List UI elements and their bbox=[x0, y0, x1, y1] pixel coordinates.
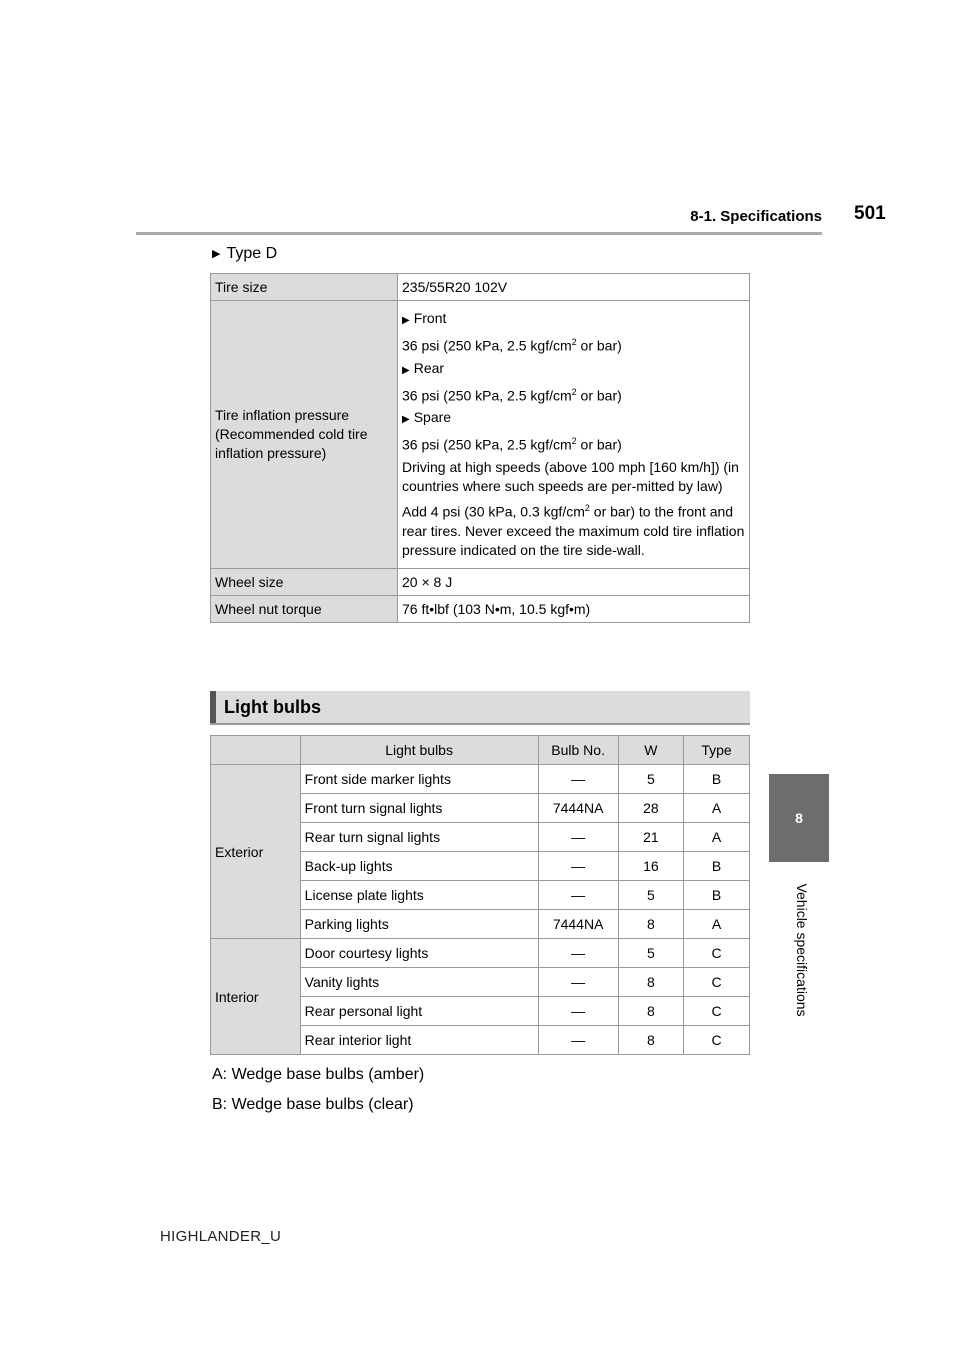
superscript: 2 bbox=[571, 337, 577, 347]
bulb-name: Door courtesy lights bbox=[300, 939, 538, 968]
bulb-wattage: 5 bbox=[618, 881, 683, 910]
bulb-name: Rear turn signal lights bbox=[300, 823, 538, 852]
table-row bbox=[211, 301, 750, 569]
bulb-name: Rear personal light bbox=[300, 997, 538, 1026]
bulb-type: C bbox=[684, 939, 750, 968]
bulb-type: A bbox=[684, 794, 750, 823]
wheel-size-value: 20 × 8 J bbox=[398, 568, 750, 595]
bulb-wattage: 8 bbox=[618, 968, 683, 997]
add-pressure-note: Add 4 psi (30 kPa, 0.3 kgf/cm bbox=[402, 503, 585, 520]
pressure-suffix: or bar) bbox=[576, 436, 622, 453]
bulb-type: C bbox=[684, 997, 750, 1026]
front-pressure: 36 psi (250 kPa, 2.5 kgf/cm bbox=[402, 337, 572, 354]
spare-label: Spare bbox=[413, 409, 452, 426]
superscript: 2 bbox=[571, 436, 577, 447]
bulb-name: Front side marker lights bbox=[300, 765, 538, 794]
high-speed-note: Driving at high speeds (above 100 mph [160 km/h]) (in countries where such speeds are per-mitted by law) bbox=[402, 458, 739, 494]
group-exterior: Exterior bbox=[211, 765, 301, 939]
type-heading-text: Type D bbox=[226, 245, 278, 262]
wheel-nut-torque-value: 76 ft•lbf (103 N•m, 10.5 kgf•m) bbox=[398, 595, 750, 622]
bulb-type: B bbox=[684, 852, 750, 881]
heading-underline bbox=[210, 723, 750, 725]
heading-bar bbox=[210, 691, 216, 725]
bulb-number: — bbox=[538, 852, 618, 881]
bulb-name: Vanity lights bbox=[300, 968, 538, 997]
wheel-nut-torque-label: Wheel nut torque bbox=[211, 595, 398, 622]
bulb-type: B bbox=[684, 881, 750, 910]
rear-pressure: 36 psi (250 kPa, 2.5 kgf/cm bbox=[402, 387, 572, 404]
bulb-type: A bbox=[684, 910, 750, 939]
table-row bbox=[211, 568, 750, 595]
table-header-row bbox=[211, 736, 750, 765]
note-b: B: Wedge base bulbs (clear) bbox=[212, 1096, 414, 1113]
bulb-number: — bbox=[538, 823, 618, 852]
superscript: 2 bbox=[584, 502, 590, 513]
bulb-wattage: 5 bbox=[618, 939, 683, 968]
inflation-label: Tire inflation pressure (Recommended cold tire inflation pressure) bbox=[211, 301, 398, 569]
bulb-type: A bbox=[684, 823, 750, 852]
bulb-number: — bbox=[538, 881, 618, 910]
rear-label: Rear bbox=[413, 359, 445, 376]
bulb-number: 7444NA bbox=[538, 910, 618, 939]
column-header: Bulb No. bbox=[538, 736, 618, 765]
spare-pressure: 36 psi (250 kPa, 2.5 kgf/cm bbox=[402, 436, 572, 453]
bulb-wattage: 8 bbox=[618, 1026, 683, 1055]
bulb-wattage: 21 bbox=[618, 823, 683, 852]
section-title: 8-1. Specifications bbox=[690, 208, 822, 225]
column-header: W bbox=[618, 736, 683, 765]
bulb-number: — bbox=[538, 939, 618, 968]
bulb-type: C bbox=[684, 1026, 750, 1055]
bulb-number: — bbox=[538, 1026, 618, 1055]
tire-spec-table bbox=[210, 273, 750, 623]
pressure-suffix: or bar) bbox=[576, 337, 622, 354]
table-row bbox=[211, 939, 750, 968]
wheel-size-label: Wheel size bbox=[211, 568, 398, 595]
column-header: Light bulbs bbox=[300, 736, 538, 765]
bulb-name: Rear interior light bbox=[300, 1026, 538, 1055]
bulb-wattage: 8 bbox=[618, 910, 683, 939]
inflation-value bbox=[398, 301, 750, 569]
front-label: Front bbox=[413, 310, 447, 326]
pressure-suffix: or bar) bbox=[576, 387, 622, 404]
triangle-right-icon: ▶ bbox=[402, 414, 410, 426]
bulb-type: B bbox=[684, 765, 750, 794]
bulb-number: 7444NA bbox=[538, 794, 618, 823]
triangle-right-icon: ▶ bbox=[402, 364, 410, 376]
note-a: A: Wedge base bulbs (amber) bbox=[212, 1066, 425, 1083]
group-interior: Interior bbox=[211, 939, 301, 1055]
column-header: Type bbox=[684, 736, 750, 765]
triangle-right-icon: ▶ bbox=[212, 248, 221, 260]
bulb-number: — bbox=[538, 765, 618, 794]
bulb-wattage: 5 bbox=[618, 765, 683, 794]
table-row bbox=[211, 595, 750, 622]
light-bulbs-heading-text: Light bulbs bbox=[224, 697, 321, 717]
bulb-name: License plate lights bbox=[300, 881, 538, 910]
column-header-empty bbox=[211, 736, 301, 765]
page-number: 501 bbox=[854, 203, 886, 224]
chapter-label: Vehicle specifications bbox=[794, 883, 810, 1017]
tire-size-label: Tire size bbox=[211, 274, 398, 301]
type-heading bbox=[212, 245, 277, 263]
header-rule bbox=[136, 232, 822, 235]
bulb-number: — bbox=[538, 997, 618, 1026]
bulb-wattage: 8 bbox=[618, 997, 683, 1026]
light-bulbs-heading bbox=[210, 691, 750, 725]
triangle-right-icon: ▶ bbox=[402, 315, 410, 326]
light-bulbs-table bbox=[210, 735, 750, 1055]
tire-size-value: 235/55R20 102V bbox=[398, 274, 750, 301]
page-header bbox=[136, 203, 886, 235]
superscript: 2 bbox=[571, 386, 577, 397]
chapter-tab: 8 bbox=[769, 774, 829, 862]
bulb-name: Back-up lights bbox=[300, 852, 538, 881]
bulb-type: C bbox=[684, 968, 750, 997]
add-pressure-note-rest: or bar) to the front and rear tires. Never exceed the maximum cold tire inflation pressure indicated on the tire side-wall. bbox=[402, 503, 745, 558]
bulb-wattage: 16 bbox=[618, 852, 683, 881]
bulb-name: Front turn signal lights bbox=[300, 794, 538, 823]
bulb-name: Parking lights bbox=[300, 910, 538, 939]
bulb-wattage: 28 bbox=[618, 794, 683, 823]
table-row bbox=[211, 765, 750, 794]
table-row bbox=[211, 274, 750, 301]
bulb-number: — bbox=[538, 968, 618, 997]
footer-model: HIGHLANDER_U bbox=[160, 1228, 282, 1245]
